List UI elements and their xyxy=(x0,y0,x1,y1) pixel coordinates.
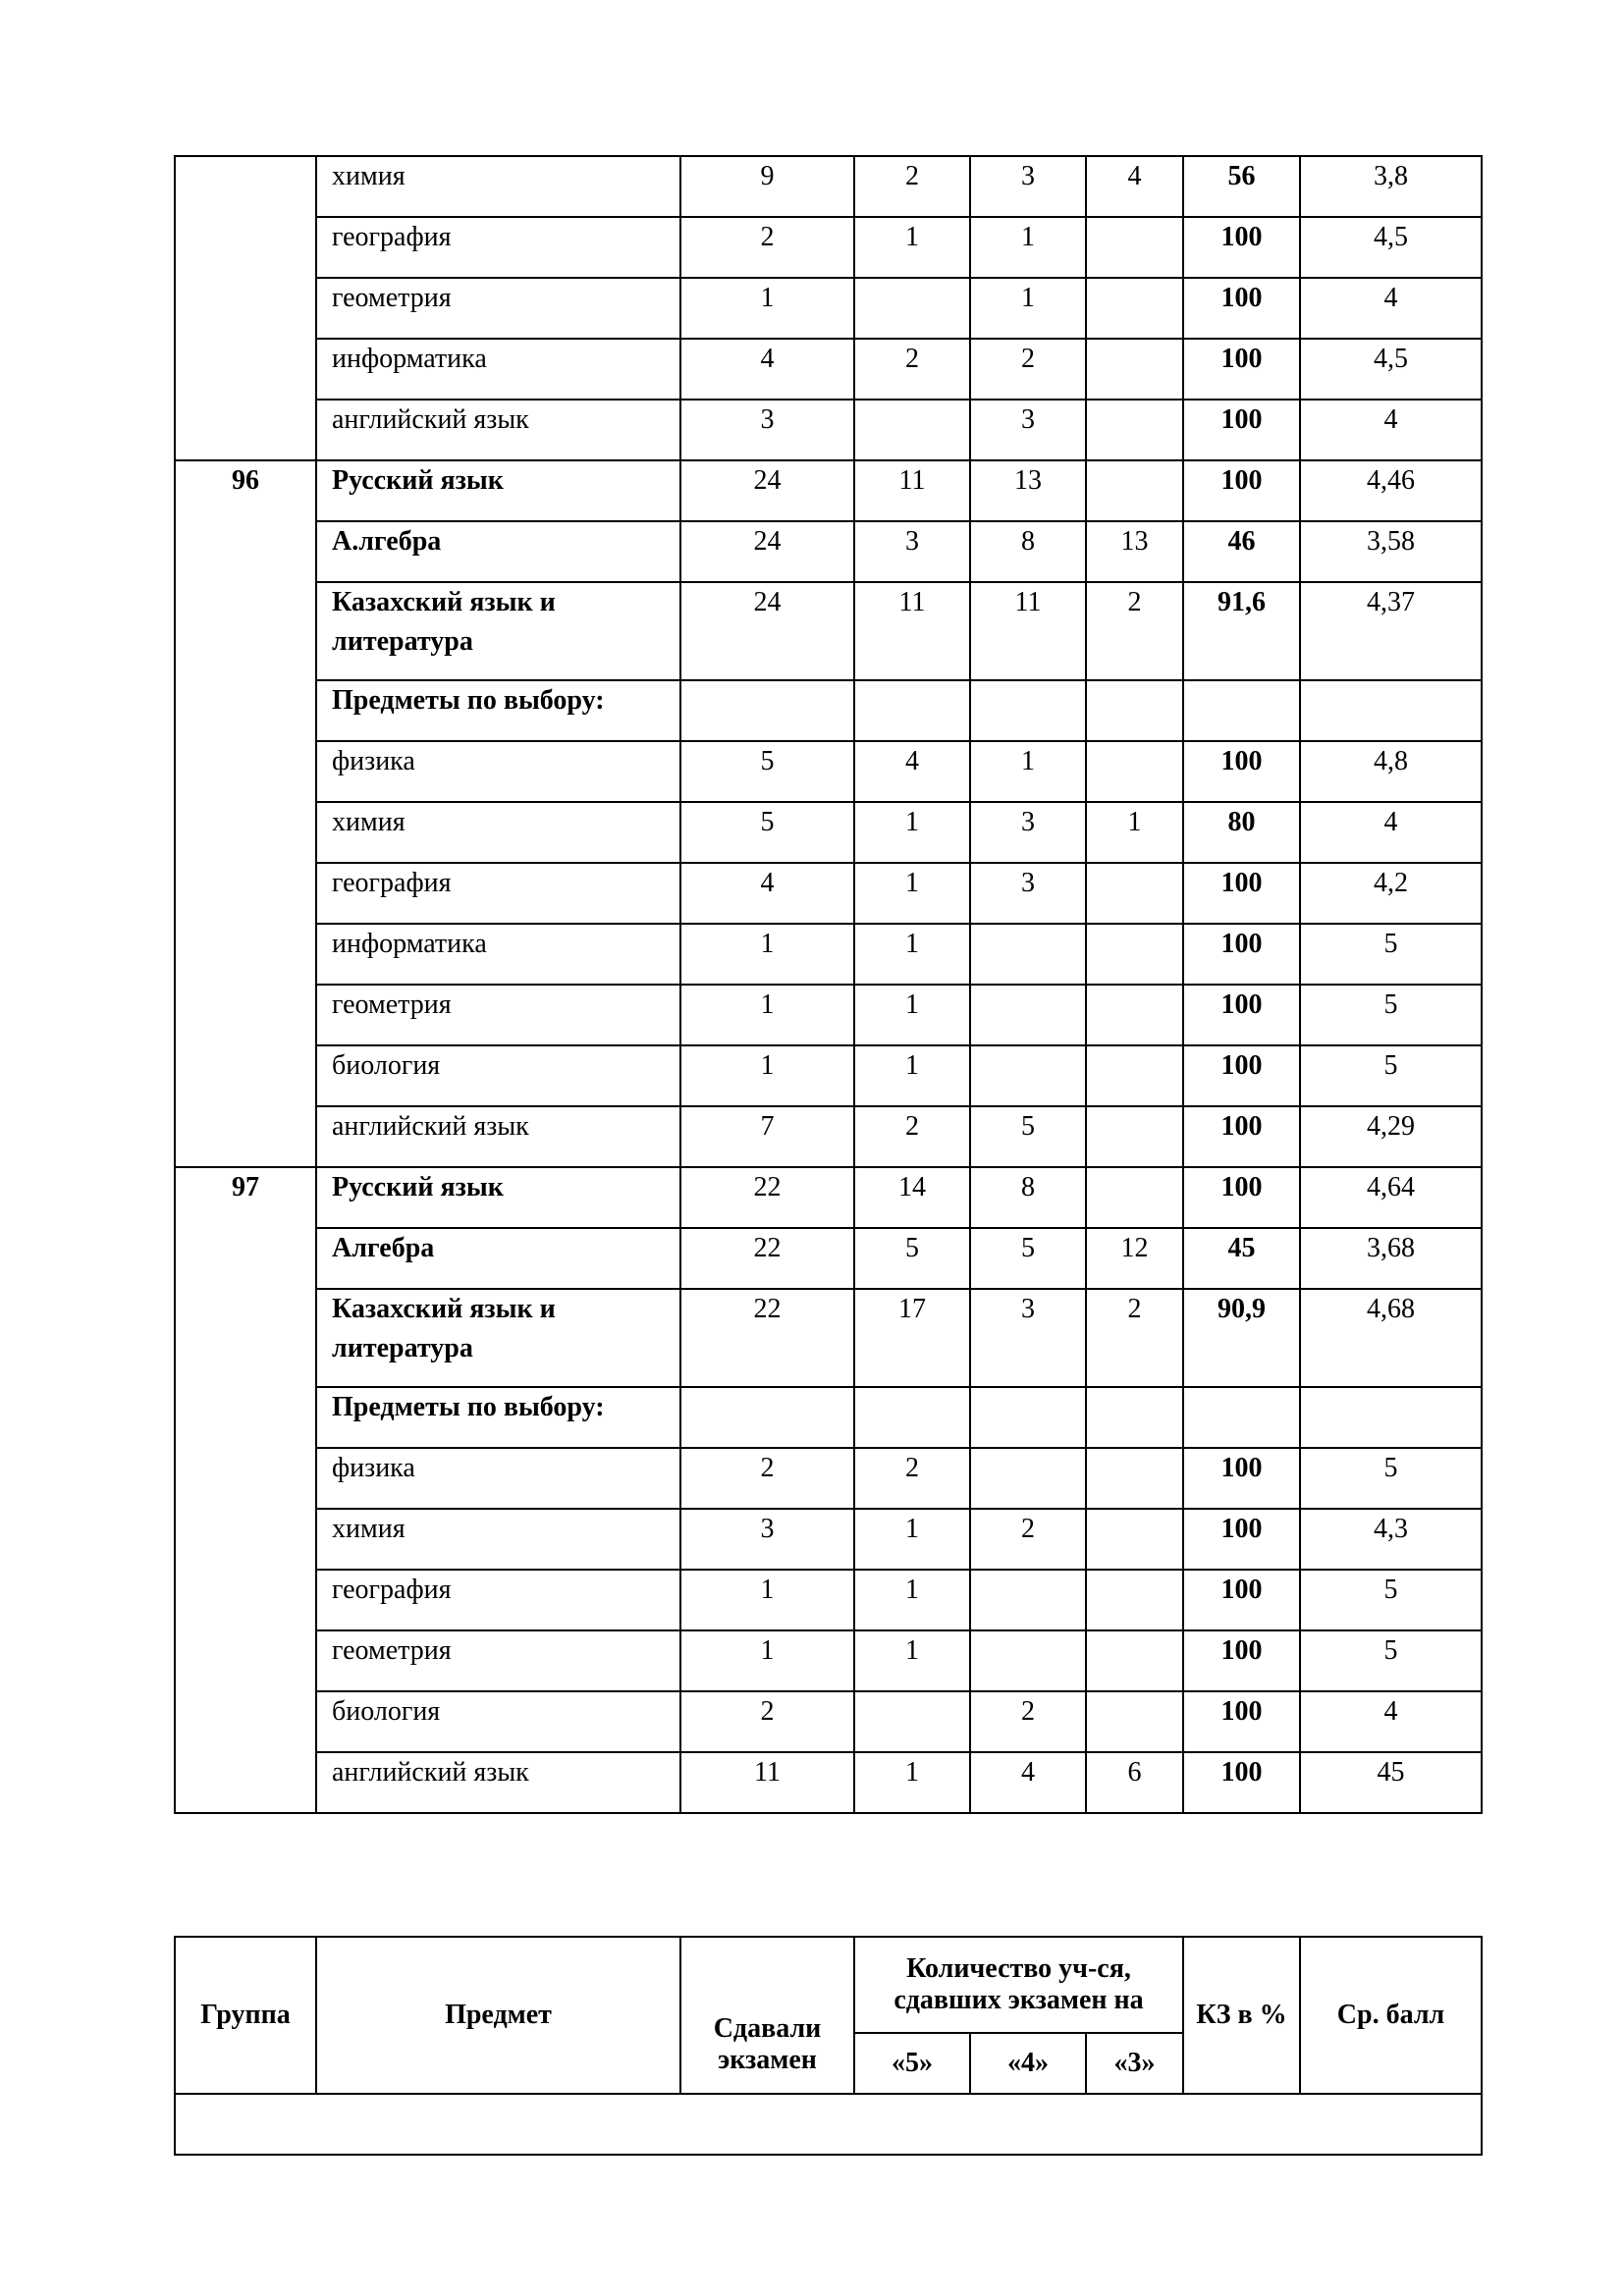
table-row xyxy=(175,521,1482,582)
grade-3-cell: 1 xyxy=(1086,802,1183,863)
subject-cell: биология xyxy=(316,1045,680,1106)
grade-5-cell xyxy=(854,680,970,741)
took-cell: 9 xyxy=(680,156,854,217)
grade-4-cell: 13 xyxy=(970,460,1086,521)
header-grade-4: «4» xyxy=(970,2033,1086,2094)
grade-4-cell: 8 xyxy=(970,521,1086,582)
grade-4-cell: 5 xyxy=(970,1228,1086,1289)
group-cell: 96 xyxy=(175,460,316,1167)
grade-3-cell xyxy=(1086,278,1183,339)
grade-4-cell: 2 xyxy=(970,1691,1086,1752)
subject-cell: Русский язык xyxy=(316,460,680,521)
took-cell xyxy=(680,680,854,741)
grade-5-cell xyxy=(854,1691,970,1752)
grade-4-cell xyxy=(970,1045,1086,1106)
grade-4-cell: 1 xyxy=(970,741,1086,802)
table-row xyxy=(175,924,1482,985)
table-row xyxy=(175,802,1482,863)
grade-3-cell xyxy=(1086,1167,1183,1228)
kz-cell xyxy=(1183,680,1300,741)
grade-3-cell: 6 xyxy=(1086,1752,1183,1813)
kz-cell: 100 xyxy=(1183,1691,1300,1752)
avg-cell: 4,68 xyxy=(1300,1289,1482,1387)
grade-3-cell xyxy=(1086,985,1183,1045)
kz-cell: 45 xyxy=(1183,1228,1300,1289)
avg-cell: 4,5 xyxy=(1300,339,1482,400)
table-row xyxy=(175,1045,1482,1106)
table-row xyxy=(175,582,1482,680)
grade-5-cell: 11 xyxy=(854,582,970,680)
avg-cell: 4,5 xyxy=(1300,217,1482,278)
grade-5-cell: 1 xyxy=(854,1570,970,1630)
grade-3-cell xyxy=(1086,924,1183,985)
grade-3-cell xyxy=(1086,863,1183,924)
kz-cell: 100 xyxy=(1183,1106,1300,1167)
took-cell: 7 xyxy=(680,1106,854,1167)
grade-5-cell: 2 xyxy=(854,156,970,217)
subject-cell: химия xyxy=(316,1509,680,1570)
table-row xyxy=(175,1448,1482,1509)
grade-3-cell xyxy=(1086,1045,1183,1106)
grade-4-cell xyxy=(970,1448,1086,1509)
grade-3-cell xyxy=(1086,1509,1183,1570)
took-cell: 2 xyxy=(680,1691,854,1752)
took-cell: 1 xyxy=(680,1570,854,1630)
table-row xyxy=(175,741,1482,802)
avg-cell: 4,3 xyxy=(1300,1509,1482,1570)
header-group: Группа xyxy=(175,1937,316,2094)
group-cell xyxy=(175,156,316,460)
subject-cell: Казахский язык и литература xyxy=(316,582,680,680)
kz-cell: 100 xyxy=(1183,460,1300,521)
avg-cell xyxy=(1300,680,1482,741)
table-row xyxy=(175,217,1482,278)
table-row xyxy=(175,985,1482,1045)
header-grade-3: «3» xyxy=(1086,2033,1183,2094)
kz-cell: 56 xyxy=(1183,156,1300,217)
subject-cell: английский язык xyxy=(316,1106,680,1167)
avg-cell: 4 xyxy=(1300,400,1482,460)
grade-4-cell xyxy=(970,1387,1086,1448)
grade-3-cell: 4 xyxy=(1086,156,1183,217)
table-row xyxy=(175,863,1482,924)
grade-5-cell: 2 xyxy=(854,1448,970,1509)
subject-cell: геометрия xyxy=(316,1630,680,1691)
took-cell: 1 xyxy=(680,924,854,985)
took-cell: 11 xyxy=(680,1752,854,1813)
grade-3-cell xyxy=(1086,1387,1183,1448)
grade-3-cell xyxy=(1086,741,1183,802)
grade-5-cell: 4 xyxy=(854,741,970,802)
grade-5-cell: 5 xyxy=(854,1228,970,1289)
table-row xyxy=(175,156,1482,217)
grade-5-cell xyxy=(854,1387,970,1448)
took-cell: 22 xyxy=(680,1228,854,1289)
took-cell: 24 xyxy=(680,521,854,582)
avg-cell: 5 xyxy=(1300,924,1482,985)
took-cell: 4 xyxy=(680,863,854,924)
grade-4-cell: 3 xyxy=(970,1289,1086,1387)
grade-5-cell: 1 xyxy=(854,217,970,278)
table-row xyxy=(175,1387,1482,1448)
grade-5-cell: 14 xyxy=(854,1167,970,1228)
avg-cell: 4,8 xyxy=(1300,741,1482,802)
took-cell: 4 xyxy=(680,339,854,400)
kz-cell: 100 xyxy=(1183,278,1300,339)
kz-cell: 100 xyxy=(1183,1448,1300,1509)
avg-cell: 3,8 xyxy=(1300,156,1482,217)
subject-cell: Казахский язык и литература xyxy=(316,1289,680,1387)
took-cell: 3 xyxy=(680,1509,854,1570)
took-cell: 24 xyxy=(680,582,854,680)
grade-4-cell: 5 xyxy=(970,1106,1086,1167)
avg-cell: 4,64 xyxy=(1300,1167,1482,1228)
subject-cell: английский язык xyxy=(316,400,680,460)
avg-cell: 4 xyxy=(1300,278,1482,339)
subject-cell: география xyxy=(316,1570,680,1630)
subject-cell: Алгебра xyxy=(316,1228,680,1289)
table-row xyxy=(175,339,1482,400)
avg-cell: 4 xyxy=(1300,1691,1482,1752)
kz-cell: 80 xyxy=(1183,802,1300,863)
group-cell: 97 xyxy=(175,1167,316,1813)
table-row xyxy=(175,1752,1482,1813)
grade-3-cell: 13 xyxy=(1086,521,1183,582)
subject-cell: химия xyxy=(316,156,680,217)
avg-cell: 4,37 xyxy=(1300,582,1482,680)
kz-cell: 100 xyxy=(1183,1167,1300,1228)
subject-cell: информатика xyxy=(316,924,680,985)
subject-cell: биология xyxy=(316,1691,680,1752)
kz-cell: 100 xyxy=(1183,1045,1300,1106)
header-kz: КЗ в % xyxy=(1183,1937,1300,2094)
header-grade-5: «5» xyxy=(854,2033,970,2094)
grade-5-cell xyxy=(854,400,970,460)
grade-4-cell: 3 xyxy=(970,156,1086,217)
grade-4-cell: 4 xyxy=(970,1752,1086,1813)
took-cell: 3 xyxy=(680,400,854,460)
grade-3-cell xyxy=(1086,1448,1183,1509)
table-row xyxy=(175,1691,1482,1752)
grade-5-cell: 1 xyxy=(854,924,970,985)
grade-3-cell xyxy=(1086,1691,1183,1752)
kz-cell: 100 xyxy=(1183,1630,1300,1691)
avg-cell: 5 xyxy=(1300,1045,1482,1106)
took-cell: 5 xyxy=(680,741,854,802)
grade-3-cell xyxy=(1086,680,1183,741)
grade-4-cell xyxy=(970,1570,1086,1630)
grade-3-cell: 2 xyxy=(1086,1289,1183,1387)
grade-4-cell: 11 xyxy=(970,582,1086,680)
exam-results-table xyxy=(174,155,1483,1814)
exam-header-table xyxy=(174,1936,1483,2156)
subject-cell: геометрия xyxy=(316,985,680,1045)
table-row xyxy=(175,1630,1482,1691)
grade-5-cell: 11 xyxy=(854,460,970,521)
subject-cell: Предметы по выбору: xyxy=(316,680,680,741)
grade-3-cell xyxy=(1086,339,1183,400)
grade-4-cell: 3 xyxy=(970,863,1086,924)
kz-cell: 100 xyxy=(1183,985,1300,1045)
grade-5-cell: 2 xyxy=(854,1106,970,1167)
grade-3-cell: 12 xyxy=(1086,1228,1183,1289)
grade-5-cell xyxy=(854,278,970,339)
grade-4-cell: 3 xyxy=(970,400,1086,460)
table-row xyxy=(175,1289,1482,1387)
avg-cell: 5 xyxy=(1300,1448,1482,1509)
table-row xyxy=(175,1509,1482,1570)
grade-5-cell: 3 xyxy=(854,521,970,582)
grade-3-cell xyxy=(1086,1106,1183,1167)
grade-4-cell xyxy=(970,680,1086,741)
took-cell: 1 xyxy=(680,278,854,339)
grade-4-cell: 1 xyxy=(970,278,1086,339)
grade-5-cell: 17 xyxy=(854,1289,970,1387)
header-count: Количество уч-ся, сдавших экзамен на xyxy=(854,1937,1183,2033)
header-took: Сдавали экзамен xyxy=(680,1937,854,2094)
grade-3-cell xyxy=(1086,460,1183,521)
grade-3-cell xyxy=(1086,1570,1183,1630)
subject-cell: география xyxy=(316,217,680,278)
avg-cell: 5 xyxy=(1300,1630,1482,1691)
table-row xyxy=(175,1167,1482,1228)
header-avg: Ср. балл xyxy=(1300,1937,1482,2094)
avg-cell: 5 xyxy=(1300,985,1482,1045)
kz-cell: 100 xyxy=(1183,1752,1300,1813)
took-cell: 1 xyxy=(680,985,854,1045)
avg-cell: 4,46 xyxy=(1300,460,1482,521)
grade-3-cell: 2 xyxy=(1086,582,1183,680)
grade-3-cell xyxy=(1086,217,1183,278)
kz-cell: 46 xyxy=(1183,521,1300,582)
grade-3-cell xyxy=(1086,400,1183,460)
subject-cell: А.лгебра xyxy=(316,521,680,582)
took-cell: 5 xyxy=(680,802,854,863)
took-cell: 2 xyxy=(680,1448,854,1509)
kz-cell: 100 xyxy=(1183,1509,1300,1570)
table-row xyxy=(175,278,1482,339)
grade-4-cell xyxy=(970,985,1086,1045)
grade-4-cell xyxy=(970,1630,1086,1691)
subject-cell: английский язык xyxy=(316,1752,680,1813)
grade-5-cell: 1 xyxy=(854,1045,970,1106)
grade-4-cell: 3 xyxy=(970,802,1086,863)
subject-cell: физика xyxy=(316,741,680,802)
subject-cell: Русский язык xyxy=(316,1167,680,1228)
table-row xyxy=(175,680,1482,741)
grade-5-cell: 1 xyxy=(854,802,970,863)
table-row xyxy=(175,1570,1482,1630)
grade-4-cell: 2 xyxy=(970,339,1086,400)
subject-cell: информатика xyxy=(316,339,680,400)
kz-cell: 100 xyxy=(1183,924,1300,985)
avg-cell: 4,2 xyxy=(1300,863,1482,924)
avg-cell: 45 xyxy=(1300,1752,1482,1813)
kz-cell: 91,6 xyxy=(1183,582,1300,680)
took-cell: 22 xyxy=(680,1289,854,1387)
kz-cell: 100 xyxy=(1183,339,1300,400)
took-cell xyxy=(680,1387,854,1448)
avg-cell: 4,29 xyxy=(1300,1106,1482,1167)
exam-results-body xyxy=(175,156,1482,1813)
grade-4-cell: 8 xyxy=(970,1167,1086,1228)
header-empty-row xyxy=(175,2094,1482,2155)
avg-cell: 5 xyxy=(1300,1570,1482,1630)
kz-cell: 90,9 xyxy=(1183,1289,1300,1387)
took-cell: 22 xyxy=(680,1167,854,1228)
table-row xyxy=(175,400,1482,460)
subject-cell: география xyxy=(316,863,680,924)
took-cell: 2 xyxy=(680,217,854,278)
grade-4-cell xyxy=(970,924,1086,985)
avg-cell: 4 xyxy=(1300,802,1482,863)
subject-cell: Предметы по выбору: xyxy=(316,1387,680,1448)
avg-cell: 3,68 xyxy=(1300,1228,1482,1289)
took-cell: 24 xyxy=(680,460,854,521)
grade-5-cell: 1 xyxy=(854,863,970,924)
kz-cell: 100 xyxy=(1183,1570,1300,1630)
grade-3-cell xyxy=(1086,1630,1183,1691)
subject-cell: химия xyxy=(316,802,680,863)
avg-cell: 3,58 xyxy=(1300,521,1482,582)
subject-cell: физика xyxy=(316,1448,680,1509)
kz-cell: 100 xyxy=(1183,863,1300,924)
table-row xyxy=(175,1106,1482,1167)
kz-cell xyxy=(1183,1387,1300,1448)
table-row xyxy=(175,460,1482,521)
table-row xyxy=(175,1228,1482,1289)
grade-4-cell: 1 xyxy=(970,217,1086,278)
grade-5-cell: 1 xyxy=(854,1630,970,1691)
took-cell: 1 xyxy=(680,1045,854,1106)
grade-5-cell: 1 xyxy=(854,985,970,1045)
avg-cell xyxy=(1300,1387,1482,1448)
kz-cell: 100 xyxy=(1183,741,1300,802)
grade-5-cell: 2 xyxy=(854,339,970,400)
took-cell: 1 xyxy=(680,1630,854,1691)
subject-cell: геометрия xyxy=(316,278,680,339)
kz-cell: 100 xyxy=(1183,400,1300,460)
kz-cell: 100 xyxy=(1183,217,1300,278)
grade-4-cell: 2 xyxy=(970,1509,1086,1570)
header-subject: Предмет xyxy=(316,1937,680,2094)
grade-5-cell: 1 xyxy=(854,1752,970,1813)
grade-5-cell: 1 xyxy=(854,1509,970,1570)
